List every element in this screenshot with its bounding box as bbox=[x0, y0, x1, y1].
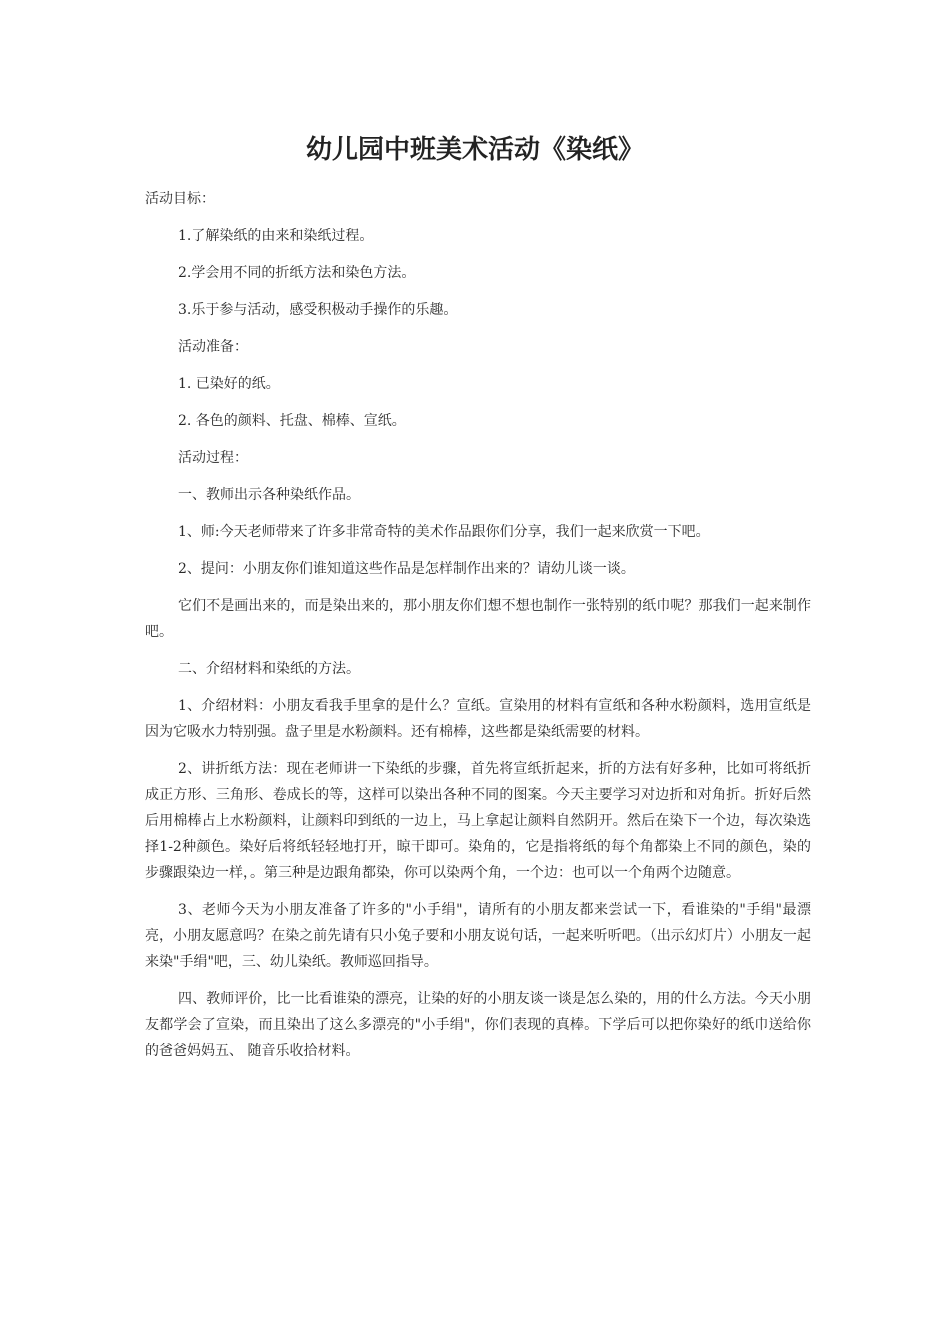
goal-item: 3.乐于参与活动，感受积极动手操作的乐趣。 bbox=[178, 302, 458, 318]
section-heading-preparation: 活动准备： bbox=[178, 339, 248, 355]
process-paragraph: 1、师:今天老师带来了许多非常奇特的美术作品跟你们分享，我们一起来欣赏一下吧。 bbox=[178, 524, 710, 540]
section-heading-process: 活动过程： bbox=[178, 450, 248, 466]
preparation-item: 1. 已染好的纸。 bbox=[178, 376, 280, 392]
process-paragraph: 四、教师评价，比一比看谁染的漂亮，让染的好的小朋友谈一谈是怎么染的，用的什么方法。今天小朋友都学会了宣染，而且染出了这么多漂亮的"小手绢"，你们表现的真棒。下学后可以把你染好的纸巾送给你的爸爸妈妈五、 随音乐收拾材料。 bbox=[145, 991, 811, 1059]
goal-item: 2.学会用不同的折纸方法和染色方法。 bbox=[178, 265, 416, 281]
process-step-heading: 二、介绍材料和染纸的方法。 bbox=[178, 661, 360, 677]
section-heading-goals: 活动目标： bbox=[145, 191, 215, 207]
goal-item: 1.了解染纸的由来和染纸过程。 bbox=[178, 228, 374, 244]
document-body bbox=[145, 186, 811, 1075]
process-paragraph: 1、介绍材料：小朋友看我手里拿的是什么？宣纸。宣染用的材料有宣纸和各种水粉颜料，选用宣纸是因为它吸水力特别强。盘子里是水粉颜料。还有棉棒，这些都是染纸需要的材料。 bbox=[145, 698, 811, 740]
process-paragraph: 它们不是画出来的，而是染出来的，那小朋友你们想不想也制作一张特别的纸巾呢？那我们一起来制作吧。 bbox=[145, 598, 811, 640]
page-title: 幼儿园中班美术活动《染纸》 bbox=[305, 135, 644, 165]
process-paragraph: 3、老师今天为小朋友准备了许多的"小手绢"，请所有的小朋友都来尝试一下，看谁染的"手绢"最漂亮，小朋友愿意吗？在染之前先请有只小兔子要和小朋友说句话，一起来听听吧。（出示幻灯片）小朋友一起来染"手绢"吧，三、幼儿染纸。教师巡回指导。 bbox=[145, 902, 811, 970]
process-paragraph: 2、讲折纸方法：现在老师讲一下染纸的步骤，首先将宣纸折起来，折的方法有好多种，比如可将纸折成正方形、三角形、卷成长的等，这样可以染出各种不同的图案。今天主要学习对边折和对角折。折好后然后用棉棒占上水粉颜料，让颜料印到纸的一边上，马上拿起让颜料自然阴开。然后在染下一个边，每次染选择1-2种颜色。染好后将纸轻轻地打开，晾干即可。染角的，它是指将纸的每个角都染上不同的颜色，染的步骤跟染边一样，。第三种是边跟角都染，你可以染两个角，一个边：也可以一个角两个边随意。 bbox=[145, 761, 811, 881]
process-step-heading: 一、教师出示各种染纸作品。 bbox=[178, 487, 360, 503]
process-paragraph: 2、提问：小朋友你们谁知道这些作品是怎样制作出来的？请幼儿谈一谈。 bbox=[178, 561, 635, 577]
preparation-item: 2. 各色的颜料、托盘、棉棒、宣纸。 bbox=[178, 413, 406, 429]
